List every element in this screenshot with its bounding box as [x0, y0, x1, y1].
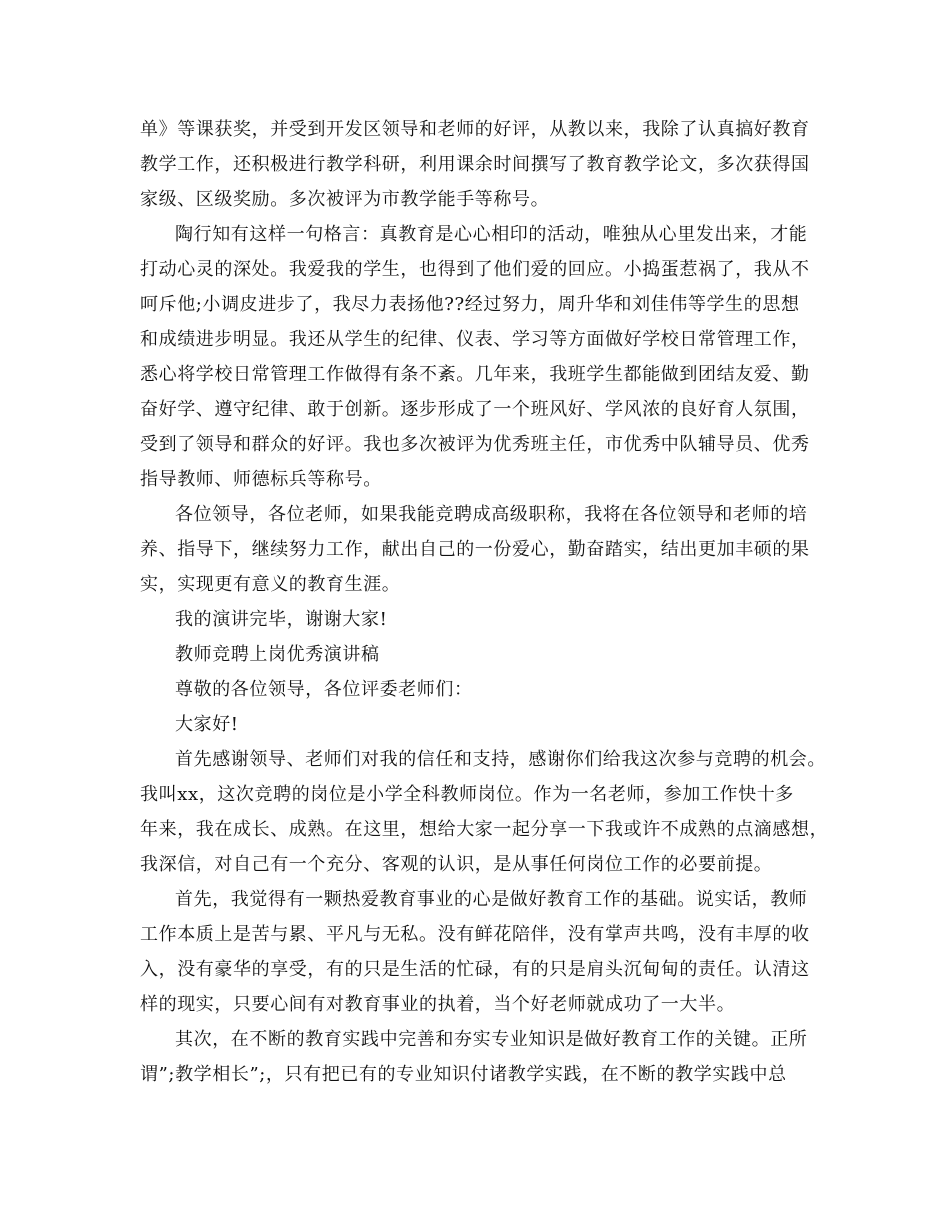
text-line: 教师竞聘上岗优秀演讲稿 [175, 644, 380, 665]
text-line: 各位领导，各位老师，如果我能竞聘成高级职称，我将在各位领导和老师的培 [175, 504, 808, 525]
text-line: 入，没有豪华的享受，有的只是生活的忙碌，有的只是肩头沉甸甸的责任。认清这 [140, 959, 810, 980]
text-line: 悉心将学校日常管理工作做得有条不紊。几年来，我班学生都能做到团结友爱、勤 [140, 364, 810, 385]
text-line: 教学工作，还积极进行教学科研，利用课余时间撰写了教育教学论文，多次获得国 [140, 154, 810, 175]
text-line: 我叫xx，这次竞聘的岗位是小学全科教师岗位。作为一名老师，参加工作快十多 [140, 784, 794, 805]
text-line: 和成绩进步明显。我还从学生的纪律、仪表、学习等方面做好学校日常管理工作， [140, 329, 810, 350]
text-line: 实，实现更有意义的教育生涯。 [140, 574, 401, 595]
text-line: 尊敬的各位领导，各位评委老师们： [175, 679, 473, 700]
text-line: 受到了领导和群众的好评。我也多次被评为优秀班主任，市优秀中队辅导员、优秀 [140, 434, 810, 455]
text-line: 首先，我觉得有一颗热爱教育事业的心是做好教育工作的基础。说实话，教师 [175, 889, 808, 910]
text-line: 养、指导下，继续努力工作，献出自己的一份爱心，勤奋踏实，结出更加丰硕的果 [140, 539, 810, 560]
text-line: 首先感谢领导、老师们对我的信任和支持，感谢你们给我这次参与竞聘的机会。 [175, 749, 826, 770]
text-line: 打动心灵的深处。我爱我的学生，也得到了他们爱的回应。小捣蛋惹祸了，我从不 [140, 259, 810, 280]
text-line: 谓”;教学相长”;，只有把已有的专业知识付诸教学实践，在不断的教学实践中总 [140, 1064, 787, 1085]
text-line: 我的演讲完毕，谢谢大家! [175, 609, 388, 630]
text-line: 年来，我在成长、成熟。在这里，想给大家一起分享一下我或许不成熟的点滴感想， [140, 819, 829, 840]
text-line: 指导教师、师德标兵等称号。 [140, 469, 382, 490]
text-line: 工作本质上是苦与累、平凡与无私。没有鲜花陪伴，没有掌声共鸣，没有丰厚的收 [140, 924, 810, 945]
text-line: 其次，在不断的教育实践中完善和夯实专业知识是做好教育工作的关键。正所 [175, 1029, 808, 1050]
text-line: 样的现实，只要心间有对教育事业的执着，当个好老师就成功了一大半。 [140, 994, 736, 1015]
text-line: 大家好! [175, 714, 239, 735]
text-line: 家级、区级奖励。多次被评为市教学能手等称号。 [140, 189, 550, 210]
text-line: 呵斥他;小调皮进步了，我尽力表扬他??经过努力，周升华和刘佳伟等学生的思想 [140, 294, 800, 315]
text-line: 单》等课获奖，并受到开发区领导和老师的好评，从教以来，我除了认真搞好教育 [140, 119, 810, 140]
text-line: 陶行知有这样一句格言：真教育是心心相印的活动，唯独从心里发出来，才能 [175, 224, 808, 245]
text-line: 我深信，对自己有一个充分、客观的认识，是从事任何岗位工作的必要前提。 [140, 854, 773, 875]
text-line: 奋好学、遵守纪律、敢于创新。逐步形成了一个班风好、学风浓的良好育人氛围， [140, 399, 810, 420]
